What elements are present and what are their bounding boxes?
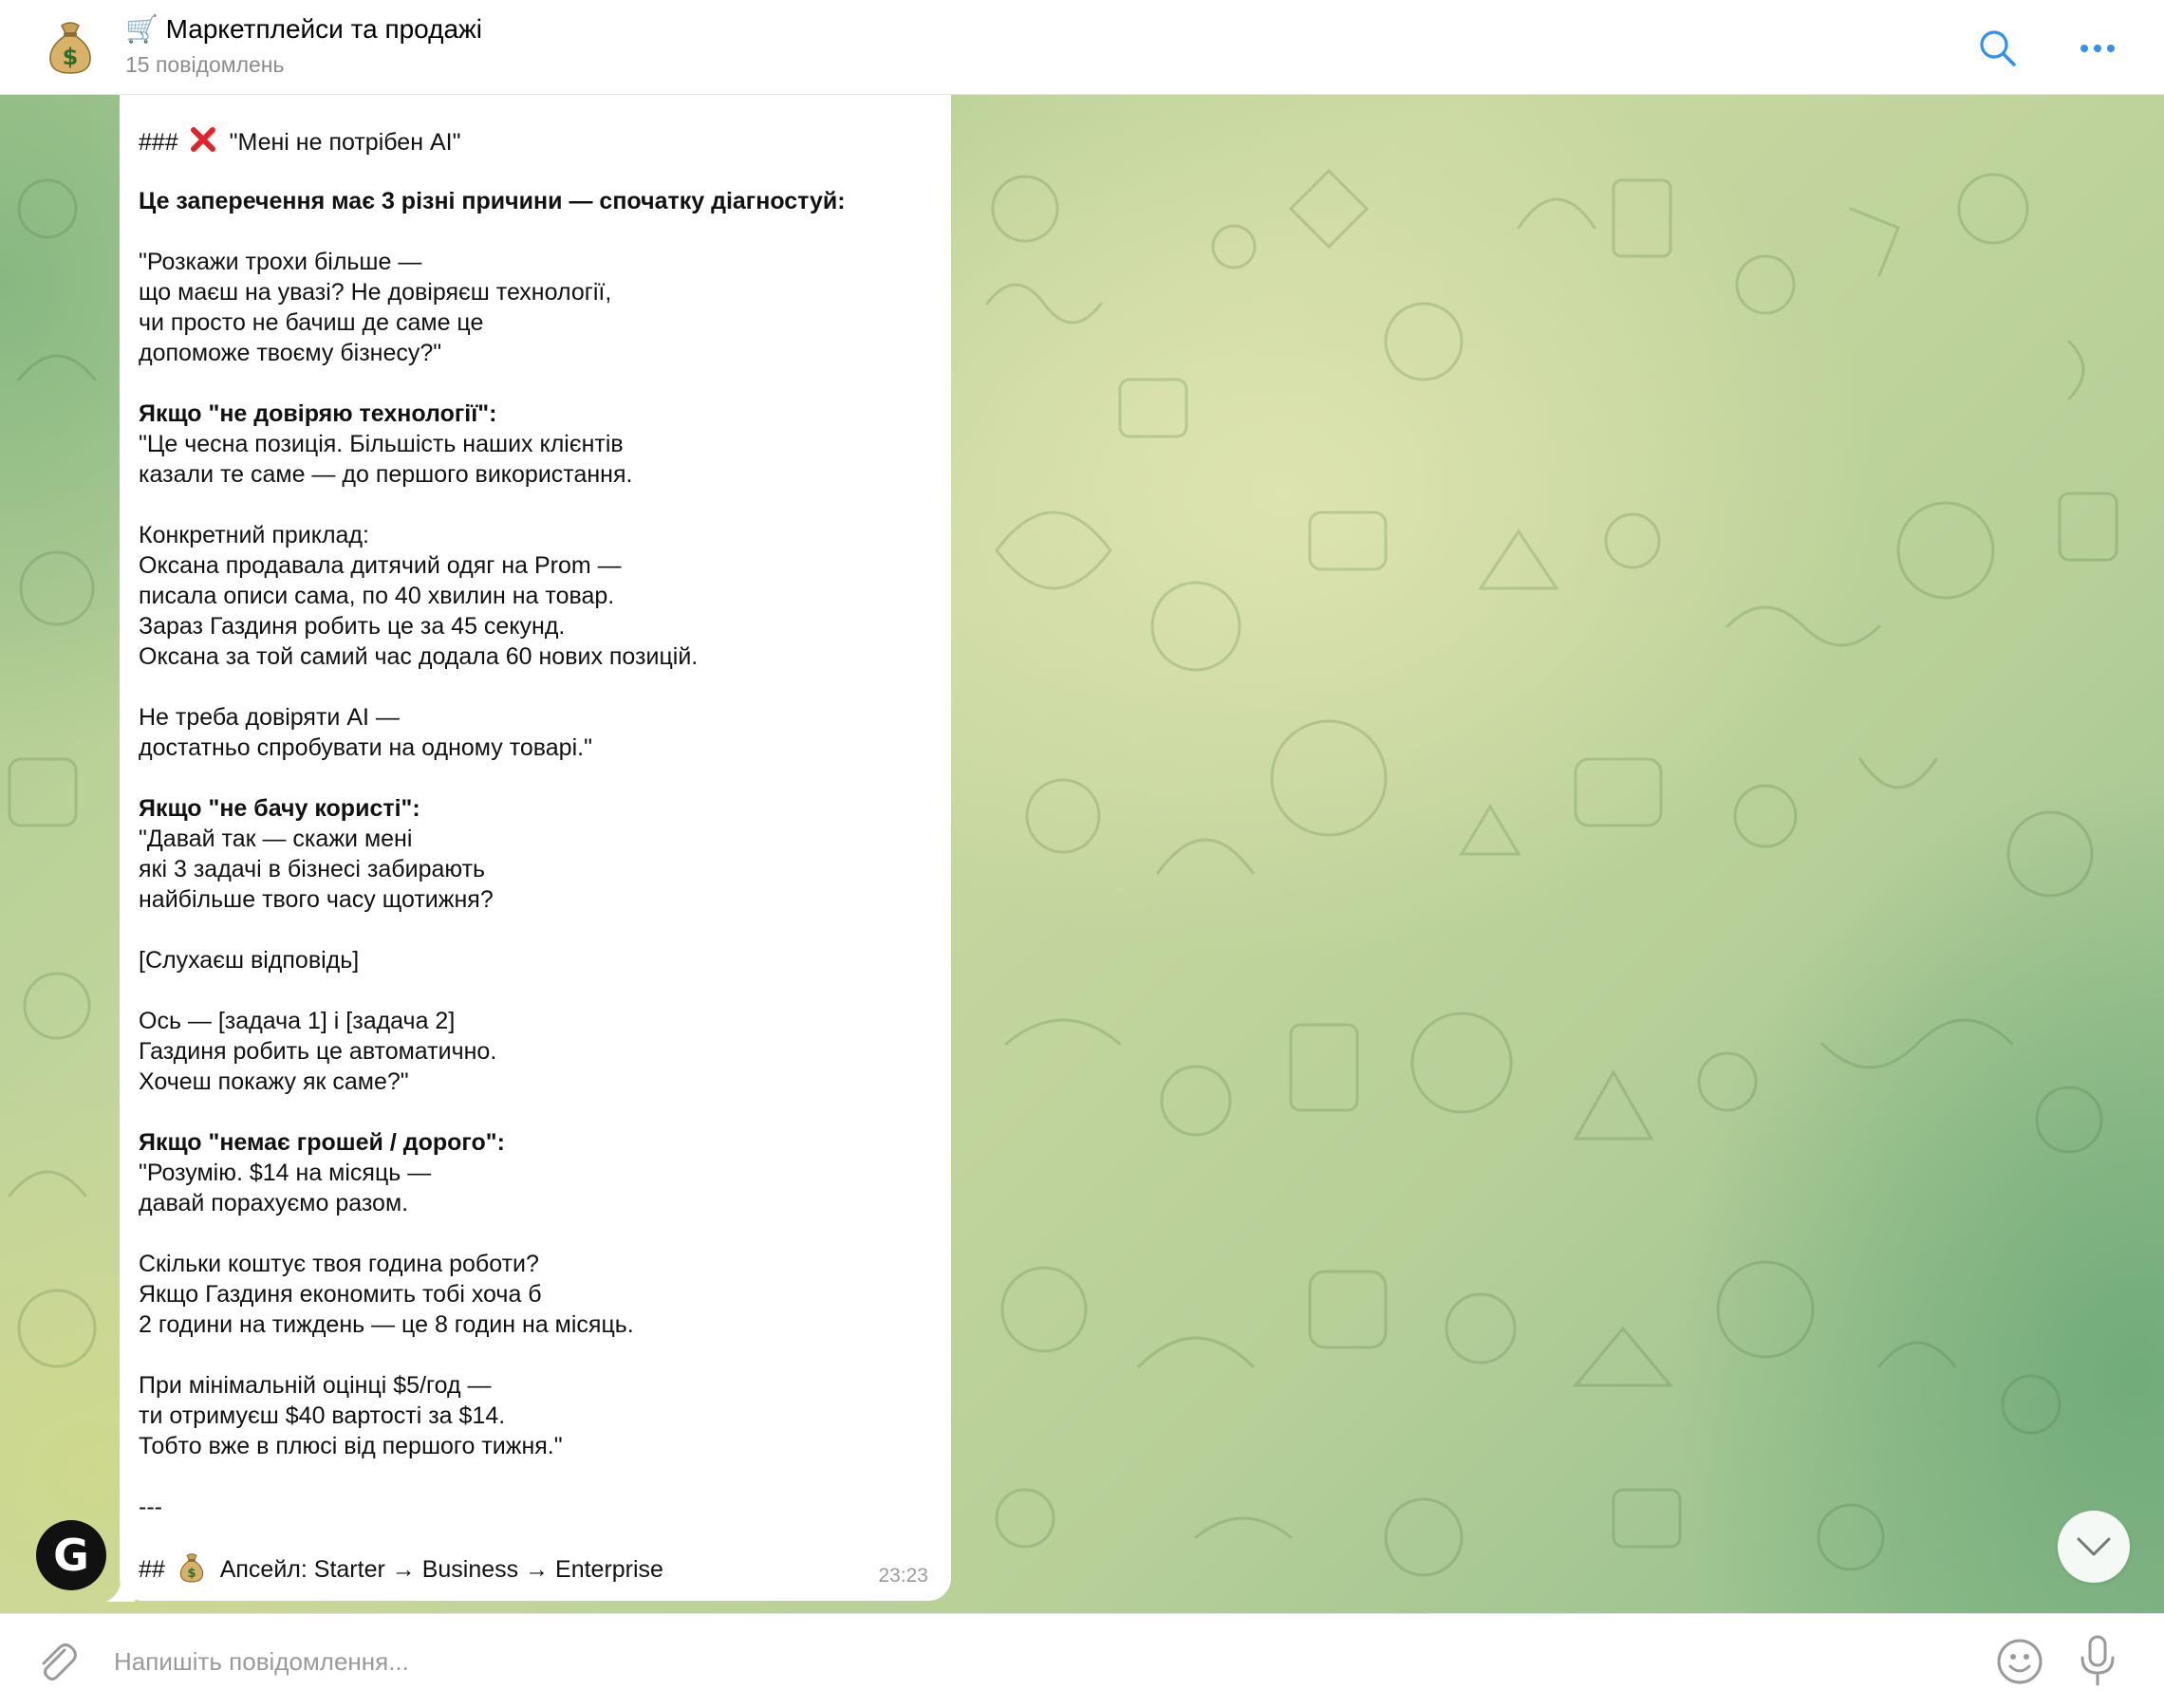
avatar[interactable] bbox=[36, 1520, 106, 1590]
message-line: "Розумію. $14 на місяць — bbox=[139, 1160, 432, 1186]
message-line: Тобто вже в плюсі від першого тижня." bbox=[139, 1433, 563, 1459]
message-line: казали те саме — до першого використання. bbox=[139, 461, 633, 488]
chat-header bbox=[0, 0, 2164, 95]
message-bubble[interactable] bbox=[120, 95, 951, 1601]
message-line: Скільки коштує твоя година роботи? bbox=[139, 1251, 539, 1277]
chat-subtitle: 15 повідомлень bbox=[125, 52, 285, 77]
avatar-letter: G bbox=[53, 1530, 89, 1581]
message-line: Зараз Газдиня робить це за 45 секунд. bbox=[139, 613, 566, 640]
money-bag-icon[interactable] bbox=[40, 17, 101, 78]
message-line: Якщо "не бачу користі": bbox=[139, 795, 420, 822]
message-line: Це заперечення має 3 різні причини — спочатку діагностуй: bbox=[139, 188, 846, 214]
message-line: що маєш на увазі? Не довіряєш технології, bbox=[139, 279, 612, 306]
svg-text:$: $ bbox=[187, 1566, 196, 1581]
more-icon[interactable] bbox=[2074, 25, 2121, 72]
message-input[interactable] bbox=[104, 1633, 1955, 1690]
chat-area[interactable] bbox=[0, 95, 2164, 1613]
message-line: Конкретний приклад: bbox=[139, 522, 369, 548]
message-line: давай порахуємо разом. bbox=[139, 1190, 409, 1216]
message-line: допоможе твоєму бізнесу?" bbox=[139, 340, 442, 366]
message-line: найбільше твого часу щотижня? bbox=[139, 886, 494, 913]
message-line: Ось — [задача 1] і [задача 2] bbox=[139, 1008, 456, 1034]
emoji-icon[interactable] bbox=[1995, 1637, 2044, 1686]
bubble-tail bbox=[106, 1575, 135, 1602]
message-line: Хочеш покажу як саме?" bbox=[139, 1068, 409, 1095]
message-line: Якщо Газдиня економить тобі хоча б bbox=[139, 1281, 542, 1308]
message-line: "Розкажи трохи більше — bbox=[139, 249, 422, 275]
message-line: які 3 задачі в бізнесі забирають bbox=[139, 856, 486, 882]
svg-text:$: $ bbox=[62, 44, 79, 70]
search-icon[interactable] bbox=[1974, 25, 2022, 72]
message-line: Оксана за той самий час додала 60 нових позицій. bbox=[139, 643, 699, 670]
message-line: писала описи сама, по 40 хвилин на товар. bbox=[139, 583, 615, 609]
message-line: --- bbox=[139, 1494, 162, 1520]
message-line: Якщо "немає грошей / дорого": bbox=[139, 1129, 505, 1156]
message-line: ти отримуєш $40 вартості за $14. bbox=[139, 1402, 506, 1429]
message-line: 2 години на тиждень — це 8 годин на місяць. bbox=[139, 1311, 634, 1338]
money-bag-icon bbox=[177, 1552, 206, 1583]
message-line: При мінімальній оцінці $5/год — bbox=[139, 1372, 492, 1399]
message-line: ## $ Апсейл: Starter → Business → Enterprise bbox=[139, 1552, 932, 1583]
message-time: 23:23 bbox=[878, 1565, 928, 1587]
chevron-down-icon bbox=[2075, 1535, 2113, 1558]
message-line: "Давай так — скажи мені bbox=[139, 826, 413, 852]
message-line: достатньо спробувати на одному товарі." bbox=[139, 734, 592, 761]
cross-mark-icon bbox=[189, 125, 217, 154]
message-line: Оксана продавала дитячий одяг на Prom — bbox=[139, 552, 622, 579]
scroll-down-button[interactable] bbox=[2058, 1511, 2130, 1583]
paperclip-icon[interactable] bbox=[32, 1637, 82, 1686]
message-line: "Це чесна позиція. Більшість наших клієнтів bbox=[139, 431, 624, 457]
message-composer bbox=[0, 1613, 2164, 1708]
message-line: [Слухаєш відповідь] bbox=[139, 947, 360, 974]
chat-title: 🛒 Маркетплейси та продажі bbox=[125, 14, 483, 44]
message-line: Не треба довіряти AI — bbox=[139, 704, 400, 731]
message-line: чи просто не бачиш де саме це bbox=[139, 309, 484, 336]
microphone-icon[interactable] bbox=[2075, 1633, 2120, 1688]
message-line: Газдиня робить це автоматично. bbox=[139, 1038, 497, 1065]
message-line: ### "Мені не потрібен AI" bbox=[139, 125, 932, 156]
message-line: Якщо "не довіряю технології": bbox=[139, 400, 497, 427]
